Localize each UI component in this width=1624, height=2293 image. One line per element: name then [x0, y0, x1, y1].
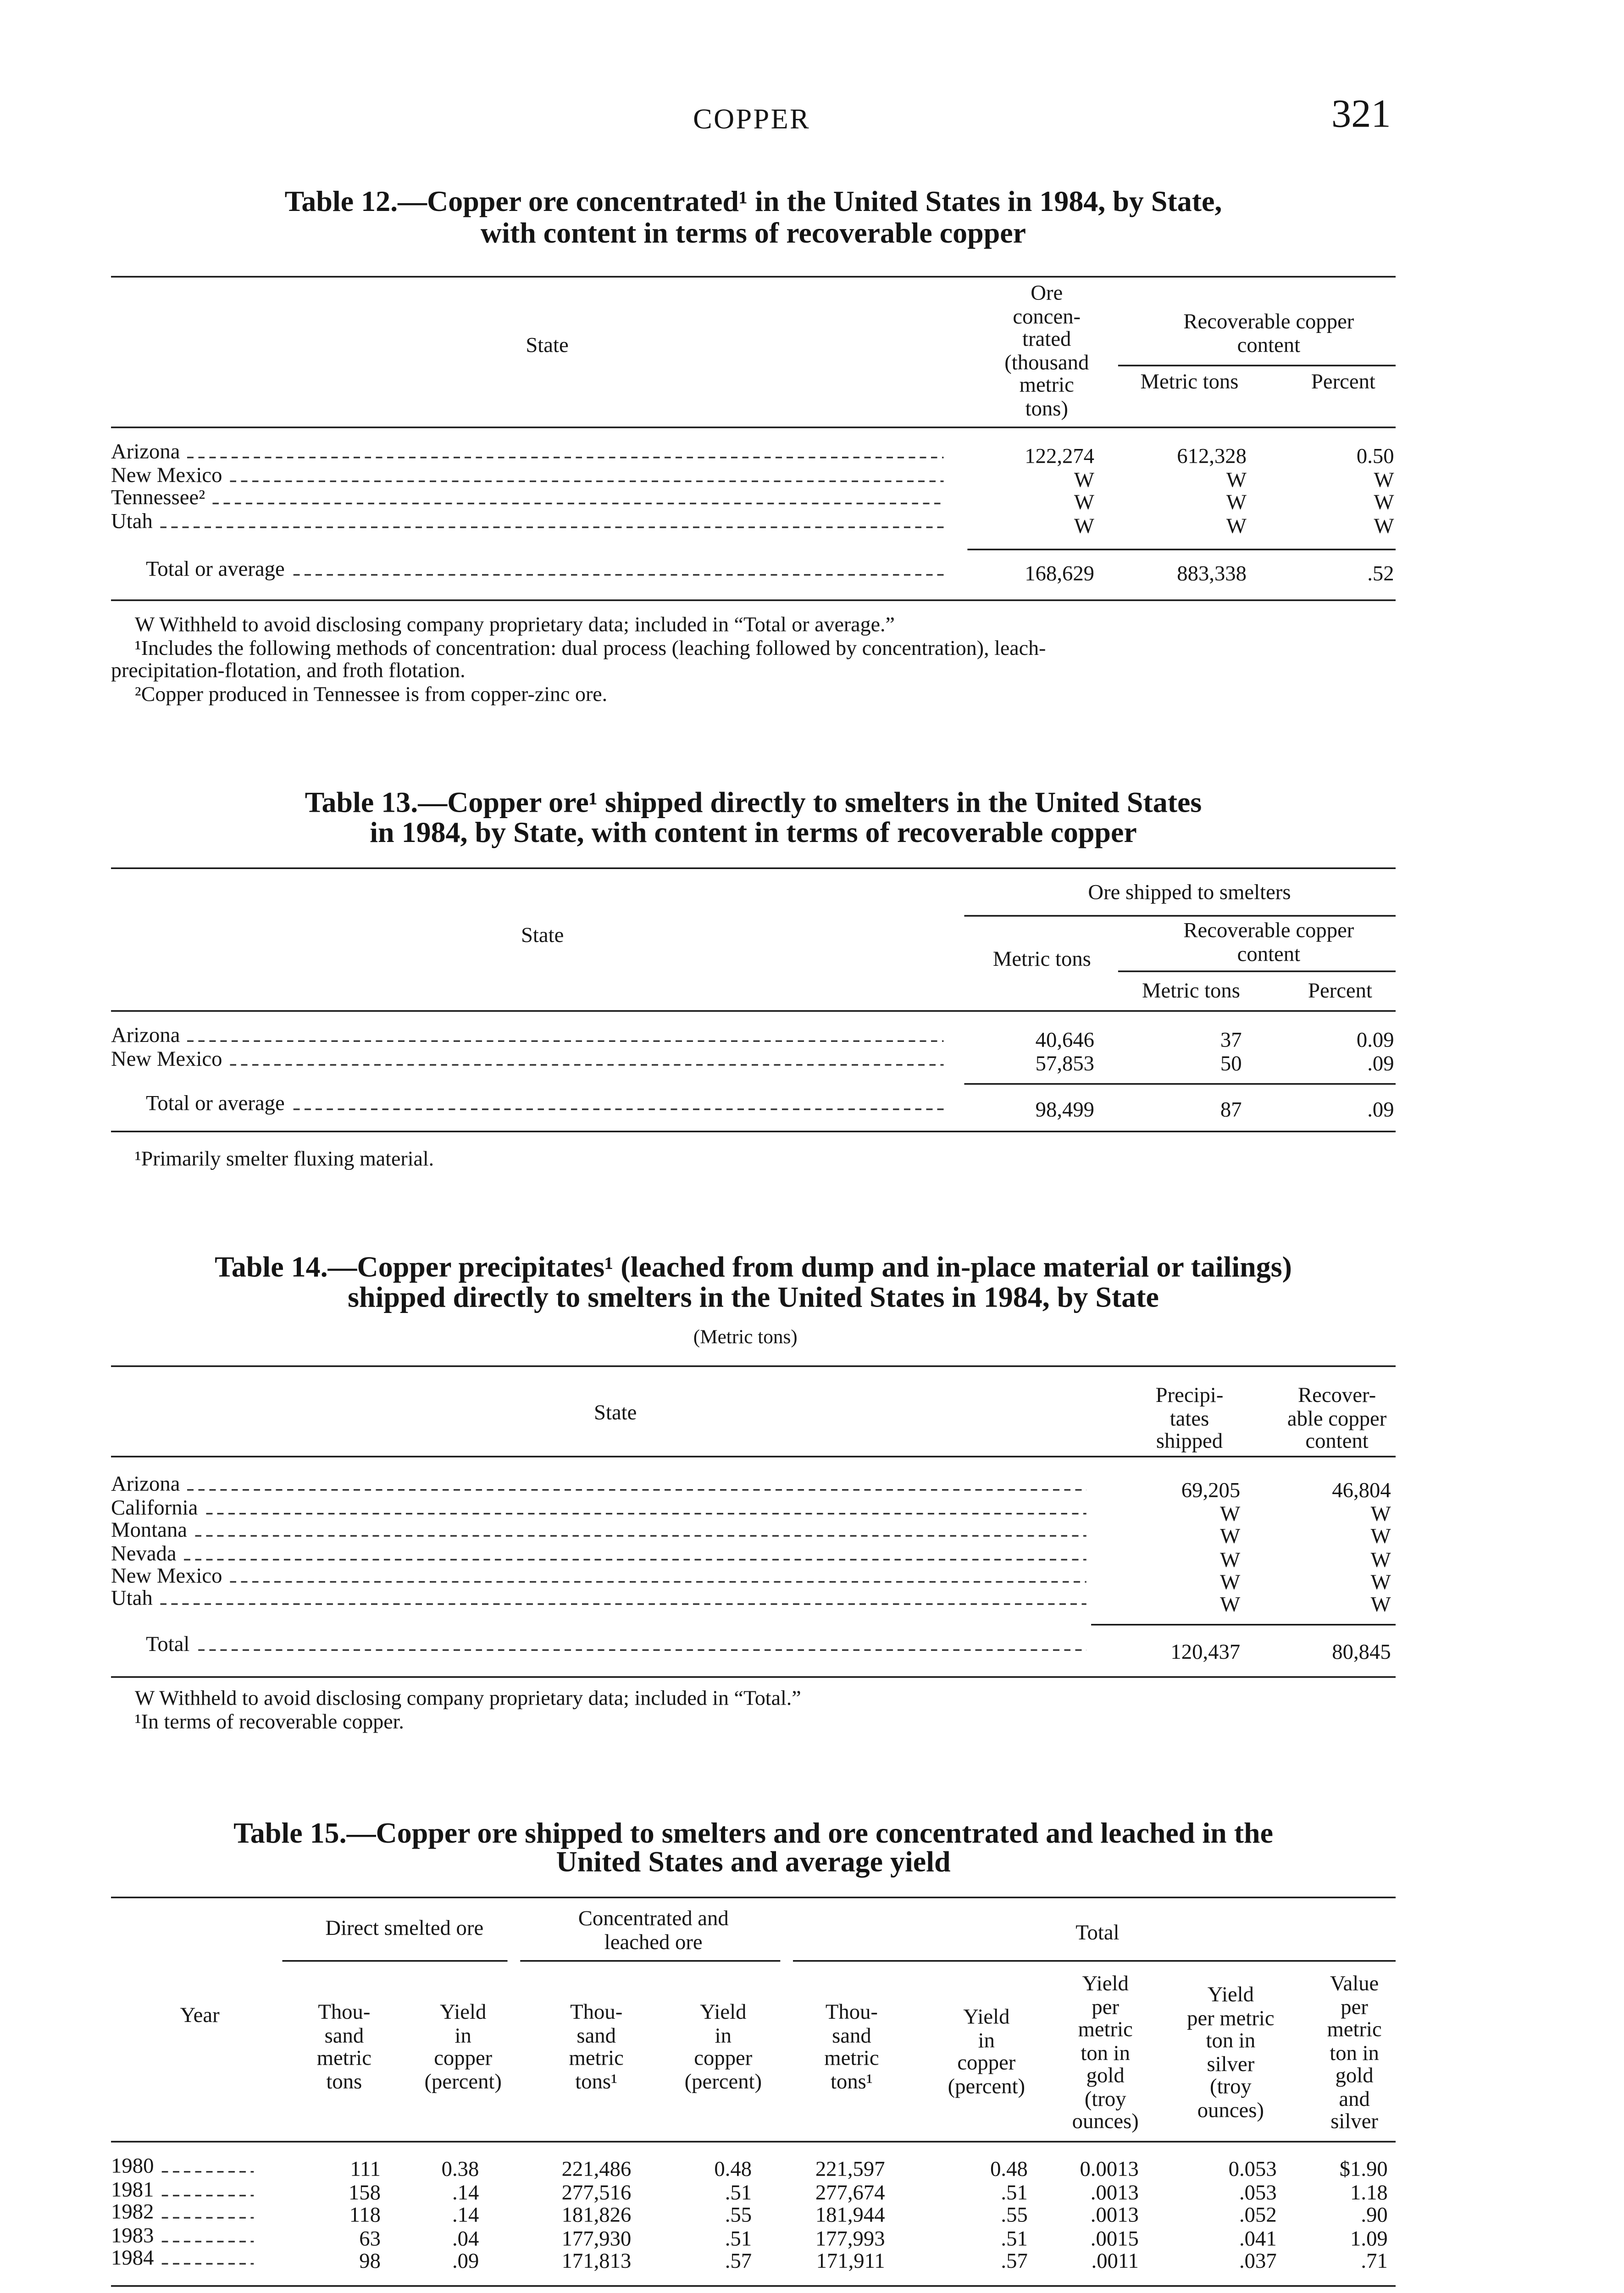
direct-yield-cell: 0.38 [441, 2156, 479, 2181]
column-group-total: Total [1075, 1920, 1120, 1944]
table-bottom-rule [111, 2285, 1396, 2287]
table-top-rule [111, 276, 1396, 278]
concentrated-tons-cell: 181,826 [561, 2203, 632, 2227]
table-title-line: in 1984, by State, with content in terms of recoverable copper [370, 818, 1137, 850]
concentrated-yield-cell: 0.48 [714, 2156, 752, 2181]
total-metric-tons-cell: 883,338 [1177, 561, 1247, 586]
precipitates-cell: W [1220, 1570, 1241, 1594]
direct-tons-cell: 111 [350, 2156, 381, 2181]
value-cell: 1.18 [1350, 2180, 1388, 2204]
total-metric-tons-cell: 98,499 [1035, 1097, 1095, 1121]
unit-note: (Metric tons) [693, 1325, 798, 1348]
total-yield-cell: 0.48 [990, 2156, 1028, 2181]
concentrated-yield-cell: .55 [725, 2203, 752, 2227]
footnote: W Withheld to avoid disclosing company proprietary data; included in “Total or average.” [134, 612, 895, 636]
footnote: ¹In terms of recoverable copper. [134, 1709, 404, 1734]
total-rule [964, 1083, 1396, 1085]
column-header-total-yield: Yield in copper (percent) [948, 2004, 1025, 2098]
metric-tons-cell: W [1226, 468, 1247, 492]
total-rule [967, 548, 1396, 550]
dot-leader [161, 1603, 1086, 1605]
metric-tons-cell: W [1226, 514, 1247, 538]
state-label: Utah [111, 1586, 153, 1610]
metric-tons-cell: W [1226, 490, 1247, 514]
table-bottom-rule [111, 1676, 1396, 1678]
copper-cell: W [1370, 1548, 1391, 1572]
dot-leader [161, 526, 943, 528]
direct-tons-cell: 118 [349, 2203, 381, 2227]
state-label: Nevada [111, 1541, 177, 1566]
header-rule [111, 1456, 1396, 1457]
column-header-precipitates-shipped: Precipi- tates shipped [1155, 1383, 1224, 1453]
footnote: ¹Includes the following methods of concentration: dual process (leaching followed by concentration), leach- [134, 636, 1046, 660]
table-top-rule [111, 1365, 1396, 1368]
column-subgroup-recoverable-copper: Recoverable copper content [1183, 918, 1354, 965]
ore-cell: 122,274 [1025, 444, 1095, 468]
ore-cell: W [1074, 468, 1095, 492]
silver-yield-cell: .052 [1239, 2203, 1277, 2227]
total-yield-cell: .51 [1001, 2227, 1028, 2250]
dot-leader [188, 1040, 944, 1041]
year-label: 1980 [111, 2153, 154, 2177]
total-yield-cell: .55 [1001, 2203, 1028, 2227]
direct-tons-cell: 158 [348, 2180, 381, 2204]
dot-leader [293, 1108, 943, 1110]
column-header-metric-tons: Metric tons [1140, 369, 1239, 393]
column-header-state: State [526, 333, 569, 357]
total-copper-cell: 80,845 [1332, 1639, 1391, 1664]
copper-metric-tons-cell: 37 [1220, 1027, 1242, 1052]
copper-cell: W [1370, 1592, 1391, 1616]
table-row [111, 2247, 254, 2269]
precipitates-cell: W [1220, 1524, 1241, 1548]
header-rule [111, 1010, 1396, 1012]
column-header-gold-yield: Yield per metric ton in gold (troy ounces) [1072, 1971, 1139, 2133]
header-rule [111, 2141, 1396, 2142]
gold-yield-cell: .0015 [1090, 2227, 1139, 2250]
dot-leader [230, 1581, 1086, 1583]
total-row [146, 1634, 1086, 1656]
total-precipitates-cell: 120,437 [1170, 1639, 1241, 1664]
state-label: Tennessee² [111, 485, 205, 510]
copper-cell: 46,804 [1332, 1478, 1391, 1502]
group-rule [1118, 365, 1396, 366]
column-header-total-tons: Thou- sand metric tons¹ [824, 1999, 879, 2093]
percent-cell: W [1374, 514, 1394, 538]
column-header-copper-metric-tons: Metric tons [1142, 978, 1240, 1002]
metric-tons-cell: 40,646 [1035, 1027, 1095, 1052]
group-rule [793, 1960, 1396, 1961]
precipitates-cell: W [1220, 1592, 1241, 1616]
dot-leader [230, 1064, 944, 1065]
table-row [111, 2225, 254, 2247]
total-tons-cell: 171,911 [816, 2249, 885, 2273]
column-header-silver-yield: Yield per metric ton in silver (troy ounces) [1187, 1982, 1275, 2121]
concentrated-yield-cell: .51 [725, 2180, 752, 2204]
table-bottom-rule [111, 599, 1396, 601]
total-yield-cell: .57 [1001, 2249, 1028, 2273]
total-label: Total or average [146, 556, 285, 581]
concentrated-yield-cell: .51 [725, 2227, 752, 2250]
dot-leader [206, 1513, 1086, 1514]
percent-cell: W [1374, 490, 1394, 514]
dot-leader [195, 1535, 1086, 1536]
silver-yield-cell: .041 [1239, 2227, 1277, 2250]
column-header-state: State [594, 1400, 637, 1424]
table-row [111, 465, 943, 487]
direct-tons-cell: 63 [359, 2227, 381, 2250]
column-group-concentrated-leached: Concentrated and leached ore [578, 1906, 729, 1953]
state-label: Arizona [111, 1472, 180, 1495]
dot-leader [213, 503, 944, 504]
table-title-line: Table 13.—Copper ore¹ shipped directly to smelters in the United States [305, 788, 1202, 820]
column-group-ore-shipped: Ore shipped to smelters [1088, 880, 1291, 904]
table-row [111, 510, 943, 532]
column-header-concentrated-tons: Thou- sand metric tons¹ [569, 1999, 624, 2093]
subgroup-rule [1118, 970, 1396, 972]
state-label: Utah [111, 509, 153, 533]
copper-cell: W [1370, 1570, 1391, 1594]
metric-tons-cell: 612,328 [1177, 444, 1247, 468]
gold-yield-cell: .0013 [1090, 2180, 1139, 2204]
column-header-percent: Percent [1308, 978, 1372, 1002]
concentrated-tons-cell: 277,516 [561, 2180, 632, 2204]
table-row [111, 1025, 943, 1047]
column-header-state: State [521, 923, 564, 947]
dot-leader [293, 574, 943, 576]
value-cell: .71 [1361, 2249, 1388, 2273]
dot-leader [162, 2217, 254, 2218]
column-header-percent: Percent [1311, 369, 1375, 393]
table-top-rule [111, 1897, 1396, 1899]
ore-cell: W [1074, 514, 1095, 538]
table-row [111, 1543, 1086, 1565]
table-row [111, 487, 943, 509]
copper-cell: W [1370, 1501, 1391, 1526]
dot-leader [162, 2263, 254, 2265]
table-top-rule [111, 868, 1396, 870]
total-ore-cell: 168,629 [1025, 561, 1095, 586]
dot-leader [162, 2171, 254, 2172]
silver-yield-cell: 0.053 [1228, 2156, 1277, 2181]
table-title-line: United States and average yield [556, 1847, 951, 1879]
year-label: 1984 [111, 2245, 154, 2270]
running-title: COPPER [693, 103, 811, 135]
total-percent-cell: .09 [1367, 1097, 1394, 1121]
column-header-metric-tons: Metric tons [992, 947, 1091, 971]
concentrated-tons-cell: 177,930 [561, 2227, 632, 2250]
table-title-line: shipped directly to smelters in the United States in 1984, by State [348, 1283, 1159, 1315]
year-label: 1982 [111, 2199, 154, 2224]
direct-yield-cell: .14 [452, 2203, 479, 2227]
table-title-line: Table 14.—Copper precipitates¹ (leached from dump and in-place material or tailings) [215, 1252, 1292, 1285]
dot-leader [184, 1559, 1086, 1560]
gold-yield-cell: .0013 [1090, 2203, 1139, 2227]
group-rule [520, 1960, 780, 1961]
ore-cell: W [1074, 490, 1095, 514]
dot-leader [198, 1649, 1086, 1651]
state-label: New Mexico [111, 1047, 222, 1071]
precipitates-cell: W [1220, 1548, 1241, 1572]
gold-yield-cell: .0011 [1091, 2249, 1139, 2273]
state-label: Arizona [111, 439, 180, 463]
total-copper-metric-tons-cell: 87 [1220, 1097, 1242, 1121]
total-row [146, 1093, 943, 1115]
silver-yield-cell: .037 [1239, 2249, 1277, 2273]
percent-cell: 0.09 [1356, 1027, 1394, 1052]
state-label: California [111, 1495, 198, 1519]
precipitates-cell: 69,205 [1181, 1478, 1241, 1502]
footnote: ²Copper produced in Tennessee is from copper-zinc ore. [134, 681, 608, 706]
precipitates-cell: W [1220, 1501, 1241, 1526]
column-header-value: Value per metric ton in gold and silver [1327, 1971, 1382, 2133]
total-yield-cell: .51 [1001, 2180, 1028, 2204]
value-cell: $1.90 [1339, 2156, 1388, 2181]
percent-cell: .09 [1367, 1051, 1394, 1075]
column-header-recoverable-copper: Recover- able copper content [1287, 1383, 1387, 1453]
direct-tons-cell: 98 [359, 2249, 381, 2273]
table-row [111, 1048, 943, 1070]
total-rule [1091, 1624, 1396, 1625]
total-tons-cell: 177,993 [815, 2227, 885, 2250]
column-header-concentrated-yield: Yield in copper (percent) [684, 1999, 762, 2093]
silver-yield-cell: .053 [1239, 2180, 1277, 2204]
group-rule [964, 915, 1396, 916]
percent-cell: 0.50 [1356, 444, 1394, 468]
column-group-recoverable-copper: Recoverable copper content [1183, 309, 1354, 356]
total-tons-cell: 221,597 [815, 2156, 885, 2181]
state-label: Montana [111, 1518, 188, 1542]
state-label: Arizona [111, 1023, 180, 1047]
column-header-ore-concentrated: Ore concen- trated (thousand metric tons) [1004, 281, 1089, 420]
column-group-direct-smelted: Direct smelted ore [325, 1916, 484, 1940]
dot-leader [162, 2195, 254, 2196]
table-bottom-rule [111, 1131, 1396, 1132]
metric-tons-cell: 57,853 [1035, 1051, 1095, 1075]
state-label: New Mexico [111, 463, 222, 487]
table-row [111, 1497, 1086, 1519]
table-row [111, 2155, 254, 2177]
table-row [111, 1587, 1086, 1609]
footnote: ¹Primarily smelter fluxing material. [134, 1146, 434, 1171]
header-rule [111, 426, 1396, 428]
total-label: Total or average [146, 1091, 285, 1115]
direct-yield-cell: .04 [452, 2227, 479, 2250]
total-label: Total [146, 1632, 190, 1656]
year-label: 1981 [111, 2177, 154, 2201]
table-row [111, 441, 943, 463]
page-number: 321 [1331, 94, 1391, 137]
concentrated-tons-cell: 171,813 [561, 2249, 632, 2273]
table-title-line: Table 12.—Copper ore concentrated¹ in the United States in 1984, by State, [284, 187, 1222, 219]
year-label: 1983 [111, 2223, 154, 2247]
table-row [111, 1473, 1086, 1495]
footnote: W Withheld to avoid disclosing company proprietary data; included in “Total.” [134, 1685, 801, 1710]
total-tons-cell: 181,944 [815, 2203, 885, 2227]
column-header-direct-yield: Yield in copper (percent) [424, 1999, 502, 2093]
column-header-direct-tons: Thou- sand metric tons [316, 1999, 371, 2093]
footnote: precipitation-flotation, and froth flotation. [111, 658, 466, 682]
table-row [111, 1519, 1086, 1541]
dot-leader [230, 481, 944, 482]
total-tons-cell: 277,674 [815, 2180, 885, 2204]
table-row [111, 2179, 254, 2201]
dot-leader [188, 457, 944, 458]
gold-yield-cell: 0.0013 [1080, 2156, 1139, 2181]
concentrated-tons-cell: 221,486 [561, 2156, 632, 2181]
dot-leader [188, 1489, 1086, 1490]
total-row [146, 558, 943, 580]
concentrated-yield-cell: .57 [725, 2249, 752, 2273]
direct-yield-cell: .14 [452, 2180, 479, 2204]
table-title-line: with content in terms of recoverable copper [480, 219, 1026, 251]
value-cell: 1.09 [1350, 2227, 1388, 2250]
dot-leader [162, 2241, 254, 2242]
percent-cell: W [1374, 468, 1394, 492]
copper-cell: W [1370, 1524, 1391, 1548]
value-cell: .90 [1361, 2203, 1388, 2227]
total-percent-cell: .52 [1367, 561, 1394, 586]
copper-metric-tons-cell: 50 [1220, 1051, 1242, 1075]
table-row [111, 2201, 254, 2223]
table-row [111, 1565, 1086, 1587]
direct-yield-cell: .09 [452, 2249, 479, 2273]
state-label: New Mexico [111, 1563, 222, 1588]
column-header-year: Year [180, 2003, 220, 2027]
table-title-line: Table 15.—Copper ore shipped to smelters and ore concentrated and leached in the [233, 1819, 1274, 1851]
group-rule [283, 1960, 508, 1961]
